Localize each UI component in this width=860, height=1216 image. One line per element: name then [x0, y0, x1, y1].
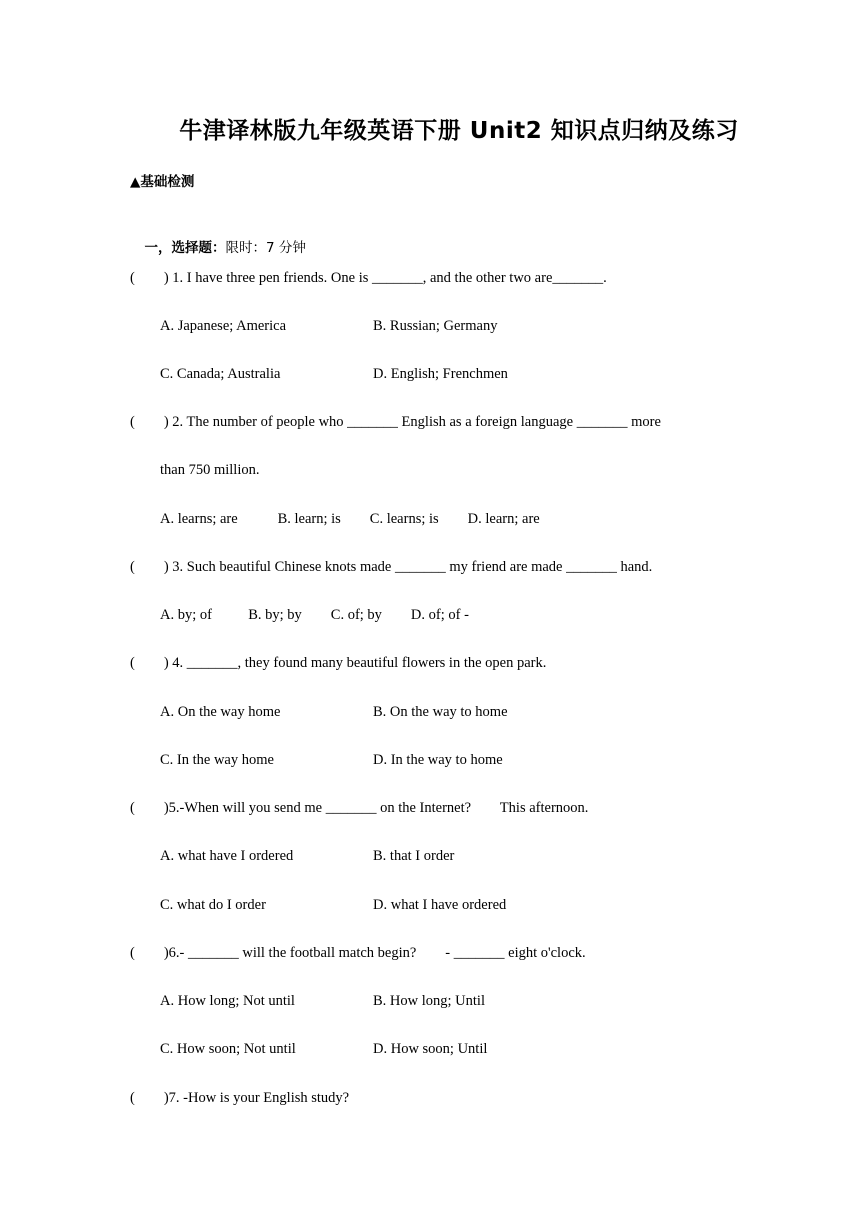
- option-d: D. what I have ordered: [373, 897, 507, 913]
- question-stem-continued: than 750 million.: [160, 462, 260, 478]
- option-b: B. that I order: [373, 848, 455, 864]
- options-row: A. by; of B. by; by C. of; by D. of; of -: [160, 607, 469, 623]
- option-b: B. How long; Until: [373, 993, 485, 1009]
- part-time: 限时：7 分钟: [225, 240, 306, 256]
- option-b: B. On the way to home: [373, 704, 508, 720]
- option-a: A. Japanese; America: [160, 318, 287, 334]
- option-a: A. what have I ordered: [160, 848, 294, 864]
- question-stem: ( ) 3. Such beautiful Chinese knots made _______ my friend are made _______ hand.: [130, 559, 653, 575]
- section-heading: ▲基础检测: [130, 174, 195, 190]
- option-d: D. English; Frenchmen: [373, 366, 508, 382]
- option-c: C. what do I order: [160, 897, 266, 913]
- question-stem: ( ) 4. _______, they found many beautiful flowers in the open park.: [130, 655, 547, 671]
- document-title: 牛津译林版九年级英语下册 Unit2 知识点归纳及练习: [179, 118, 739, 144]
- option-c: C. Canada; Australia: [160, 366, 281, 382]
- options-row: A. learns; are B. learn; is C. learns; is D. learn; are: [160, 511, 540, 527]
- question-stem: ( ) 2. The number of people who _______ English as a foreign language _______ more: [130, 414, 661, 430]
- question-stem: ( )7. -How is your English study?: [130, 1090, 350, 1106]
- option-b: B. Russian; Germany: [373, 318, 498, 334]
- option-c: C. How soon; Not until: [160, 1041, 296, 1057]
- option-a: A. How long; Not until: [160, 993, 295, 1009]
- option-a: A. On the way home: [160, 704, 281, 720]
- part-heading: [130, 221, 306, 275]
- option-c: C. In the way home: [160, 752, 274, 768]
- part-label: 一，选择题：: [144, 240, 226, 256]
- question-stem: ( )6.- _______ will the football match begin? - _______ eight o'clock.: [130, 945, 586, 961]
- question-stem: ( )5.-When will you send me _______ on the Internet? This afternoon.: [130, 800, 589, 816]
- option-d: D. How soon; Until: [373, 1041, 488, 1057]
- option-d: D. In the way to home: [373, 752, 503, 768]
- question-stem: ( ) 1. I have three pen friends. One is _______, and the other two are_______.: [130, 270, 607, 286]
